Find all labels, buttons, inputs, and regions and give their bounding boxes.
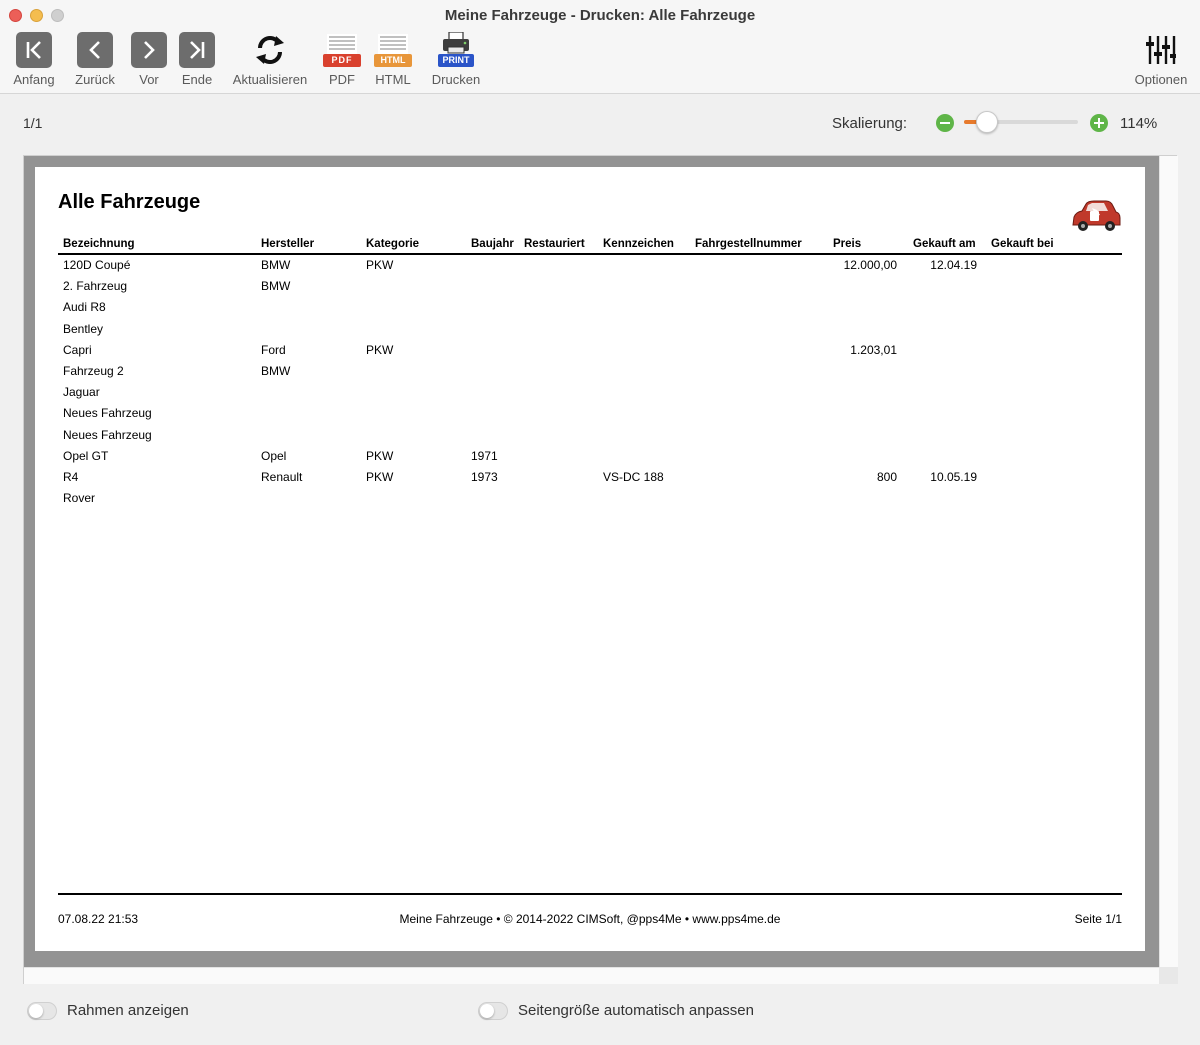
zoom-in-icon[interactable] <box>1090 114 1108 132</box>
table-cell: Jaguar <box>63 385 100 400</box>
scrollbar-corner <box>1159 967 1178 984</box>
table-cell: PKW <box>366 258 394 272</box>
footer-divider <box>58 893 1122 895</box>
table-row <box>58 448 1122 469</box>
options-button[interactable] <box>1130 32 1192 87</box>
last-page-button[interactable] <box>175 32 219 87</box>
table-cell: 12.04.19 <box>930 258 977 272</box>
table-cell: 2. Fahrzeug <box>63 279 128 294</box>
pdf-export-button[interactable] <box>322 32 362 87</box>
table-row <box>58 299 1122 320</box>
table-row <box>58 405 1122 426</box>
column-header: Baujahr <box>471 238 514 250</box>
table-row <box>58 278 1122 299</box>
vertical-scrollbar[interactable] <box>1159 156 1178 967</box>
table-cell: Renault <box>261 469 303 484</box>
horizontal-scrollbar[interactable] <box>24 967 1159 984</box>
table-cell: Capri <box>63 342 92 357</box>
table-row <box>58 427 1122 448</box>
table-cell: Fahrzeug 2 <box>63 363 124 378</box>
column-header: Kennzeichen <box>603 238 674 250</box>
pdf-document-icon <box>322 32 362 68</box>
html-document-icon <box>373 32 413 68</box>
printer-icon <box>436 32 476 68</box>
page-counter: 1/1 <box>23 115 43 131</box>
scale-slider[interactable] <box>964 120 1078 124</box>
table-row <box>58 257 1122 278</box>
footer-page-number: Seite 1/1 <box>1074 912 1122 926</box>
table-cell: PKW <box>366 469 394 484</box>
table-cell: 1971 <box>471 448 498 463</box>
show-frame-label: Rahmen anzeigen <box>67 1002 189 1019</box>
next-page-button[interactable] <box>127 32 171 87</box>
scale-value: 114% <box>1120 115 1158 132</box>
table-cell: 120D Coupé <box>63 258 131 272</box>
table-cell: Opel GT <box>63 448 109 463</box>
table-cell: BMW <box>261 363 291 378</box>
table-cell: PKW <box>366 342 394 357</box>
html-label: HTML <box>375 72 411 87</box>
window-title: Meine Fahrzeuge - Drucken: Alle Fahrzeuge <box>444 7 756 24</box>
print-button[interactable] <box>428 32 484 87</box>
title-bar <box>0 0 1200 94</box>
refresh-label: Aktualisieren <box>232 72 308 87</box>
zoom-out-icon[interactable] <box>936 114 954 132</box>
auto-page-size-toggle[interactable] <box>478 1002 508 1020</box>
previous-page-label: Zurück <box>75 72 115 87</box>
table-cell: 12.000,00 <box>843 258 897 272</box>
table-cell: 1.203,01 <box>850 342 897 357</box>
show-frame-toggle[interactable] <box>27 1002 57 1020</box>
first-page-label: Anfang <box>13 72 55 87</box>
first-page-button[interactable] <box>12 32 56 87</box>
column-header: Preis <box>833 238 862 250</box>
table-cell: 800 <box>876 469 897 484</box>
options-label: Optionen <box>1134 72 1188 87</box>
preview-area <box>23 155 1177 984</box>
page-frame <box>24 156 1159 967</box>
column-header: Restauriert <box>524 238 585 250</box>
table-cell: Opel <box>261 448 287 463</box>
report-title: Alle Fahrzeuge <box>58 191 201 213</box>
table-cell: BMW <box>261 258 291 272</box>
sliders-icon <box>1141 32 1181 68</box>
last-page-icon <box>179 32 215 68</box>
table-cell: Audi R8 <box>63 300 106 315</box>
chevron-left-icon <box>77 32 113 68</box>
report-page <box>35 167 1145 951</box>
table-cell: 1973 <box>471 469 498 484</box>
column-header: Bezeichnung <box>63 238 135 250</box>
table-cell: PKW <box>366 448 394 463</box>
html-badge: HTML <box>374 54 412 67</box>
table-row <box>58 469 1122 490</box>
scale-label: Skalierung: <box>832 115 908 132</box>
chevron-right-icon <box>131 32 167 68</box>
table-row <box>58 321 1122 342</box>
next-page-label: Vor <box>139 72 159 87</box>
table-cell: Neues Fahrzeug <box>63 406 152 421</box>
footer-timestamp: 07.08.22 21:53 <box>58 912 139 926</box>
table-row <box>58 363 1122 384</box>
table-cell: BMW <box>261 279 291 294</box>
last-page-label: Ende <box>181 72 213 87</box>
report-table-header <box>58 237 1122 255</box>
refresh-button[interactable] <box>230 32 310 87</box>
first-page-icon <box>16 32 52 68</box>
column-header: Hersteller <box>261 238 315 250</box>
pdf-badge: PDF <box>323 54 361 67</box>
report-table-body <box>58 257 1122 511</box>
table-row <box>58 342 1122 363</box>
html-export-button[interactable] <box>373 32 413 87</box>
column-header: Gekauft bei <box>991 238 1054 250</box>
column-header: Kategorie <box>366 238 420 250</box>
table-cell: R4 <box>63 469 79 484</box>
table-cell: 10.05.19 <box>930 469 977 484</box>
auto-page-size-label: Seitengröße automatisch anpassen <box>518 1002 754 1019</box>
table-cell: Neues Fahrzeug <box>63 427 152 442</box>
table-cell: Rover <box>63 491 96 506</box>
table-cell: VS-DC 188 <box>603 469 664 484</box>
column-header: Fahrgestellnummer <box>695 238 802 250</box>
print-label: Drucken <box>431 72 481 87</box>
car-logo-icon <box>1070 199 1122 233</box>
refresh-icon <box>250 32 290 68</box>
pdf-label: PDF <box>329 72 355 87</box>
scale-slider-knob[interactable] <box>976 111 998 133</box>
previous-page-button[interactable] <box>73 32 117 87</box>
column-header: Gekauft am <box>913 238 976 250</box>
footer-copyright: Meine Fahrzeuge • © 2014-2022 CIMSoft, @pps4Me • www.pps4me.de <box>399 912 781 926</box>
table-row <box>58 490 1122 511</box>
table-cell: Ford <box>261 342 286 357</box>
table-row <box>58 384 1122 405</box>
print-badge: PRINT <box>438 54 474 67</box>
table-cell: Bentley <box>63 321 104 336</box>
